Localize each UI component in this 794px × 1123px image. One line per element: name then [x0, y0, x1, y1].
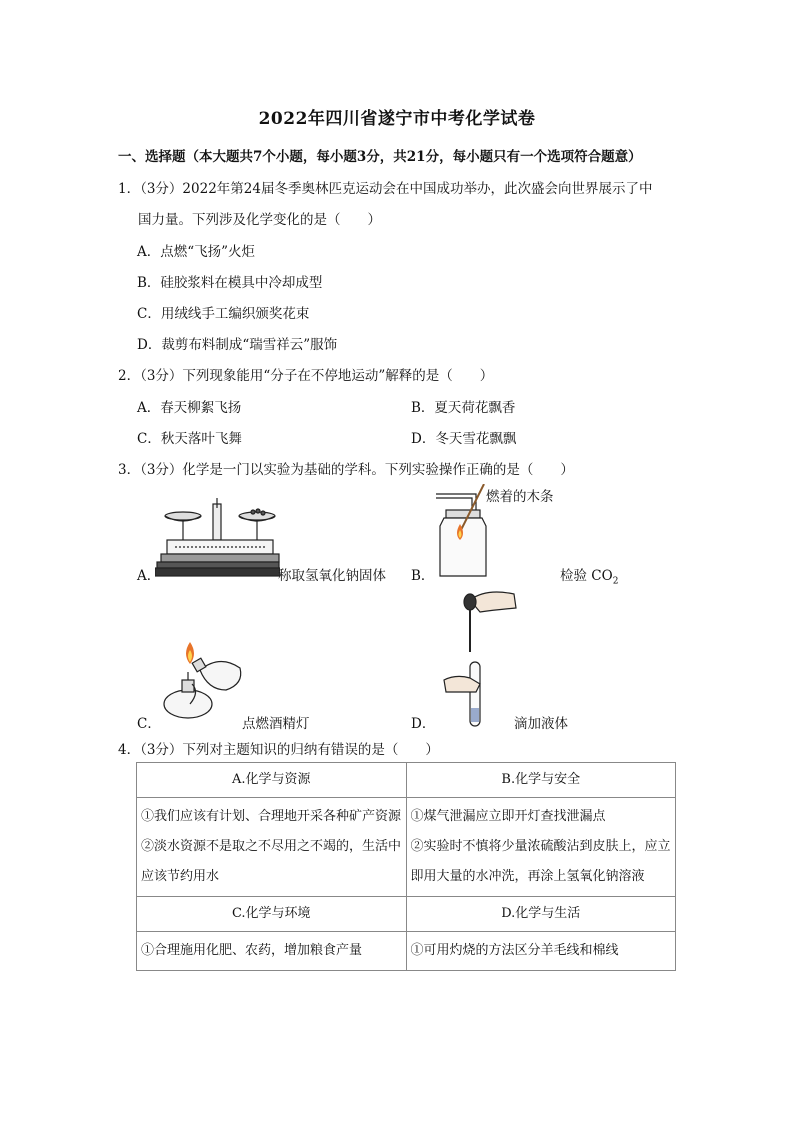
q3-option-c-caption: 点燃酒精灯 — [242, 716, 310, 732]
q1-option-d[interactable]: D．裁剪布料制成“瑞雪祥云”服饰 — [137, 337, 338, 353]
q1-option-b[interactable]: B．硅胶浆料在模具中冷却成型 — [137, 275, 323, 291]
table-c-item-1: ①合理施用化肥、农药，增加粮食产量 — [137, 932, 407, 971]
table-d-item-1: ①可用灼烧的方法区分羊毛线和棉线 — [406, 932, 676, 971]
table-a-item-2: ②淡水资源不是取之不尽用之不竭的，生活中应该节约用水 — [141, 839, 402, 884]
balance-scale-figure — [155, 496, 280, 584]
q2-option-a[interactable]: A．春天柳絮飞扬 — [137, 400, 242, 416]
knowledge-table — [136, 762, 676, 971]
q3-option-d-caption: 滴加液体 — [514, 716, 568, 732]
table-b-item-1: ①煤气泄漏应立即开灯查找泄漏点 — [410, 809, 606, 824]
dropper-test-tube-figure — [436, 588, 520, 728]
section-heading: 一、选择题（本大题共7个小题，每小题3分，共21分，每小题只有一个选项符合题意） — [118, 149, 642, 165]
table-header-a: A.化学与资源 — [137, 763, 407, 798]
q3-stem: 3．（3分）化学是一门以实验为基础的学科。下列实验操作正确的是（ ） — [118, 462, 574, 478]
q1-stem-line1: 1．（3分）2022年第24届冬季奥林匹克运动会在中国成功举办，此次盛会向世界展示了中 — [118, 181, 653, 197]
q2-option-d[interactable]: D．冬天雪花飘飘 — [411, 431, 517, 447]
q2-option-b[interactable]: B．夏天荷花飘香 — [411, 400, 516, 416]
q3-option-d-letter[interactable]: D． — [411, 716, 436, 732]
q4-stem: 4．（3分）下列对主题知识的归纳有错误的是（ ） — [118, 742, 439, 758]
q1-option-c[interactable]: C．用绒线手工编织颁奖花束 — [137, 306, 310, 322]
q1-option-a[interactable]: A．点燃“飞扬”火炬 — [137, 244, 256, 260]
table-cell-b — [406, 798, 676, 897]
table-a-item-1: ①我们应该有计划、合理地开采各种矿产资源 — [141, 809, 402, 824]
burning-stick-label: 燃着的木条 — [486, 489, 554, 505]
q3-option-c-letter[interactable]: C． — [137, 716, 161, 732]
table-cell-a — [137, 798, 407, 897]
q3-option-b-letter[interactable]: B． — [411, 568, 435, 584]
q3-option-a-letter[interactable]: A． — [137, 568, 161, 584]
gas-bottle-figure — [430, 484, 490, 578]
q3-option-a-caption: 称取氢氧化钠固体 — [278, 568, 386, 584]
table-header-d: D.化学与生活 — [406, 897, 676, 932]
q2-stem: 2．（3分）下列现象能用“分子在不停地运动”解释的是（ ） — [118, 368, 494, 384]
table-header-b: B.化学与安全 — [406, 763, 676, 798]
alcohol-lamp-figure — [160, 632, 248, 722]
table-header-c: C.化学与环境 — [137, 897, 407, 932]
page-title: 2022年四川省遂宁市中考化学试卷 — [258, 109, 536, 129]
q2-option-c[interactable]: C．秋天落叶飞舞 — [137, 431, 242, 447]
q1-stem-line2: 国力量。下列涉及化学变化的是（ ） — [138, 212, 381, 228]
q3-option-b-caption: 检验 $CO_2$ — [560, 568, 619, 587]
table-b-item-2: ②实验时不慎将少量浓硫酸沾到皮肤上，应立即用大量的水冲洗，再涂上氢氧化钠溶液 — [410, 839, 671, 884]
